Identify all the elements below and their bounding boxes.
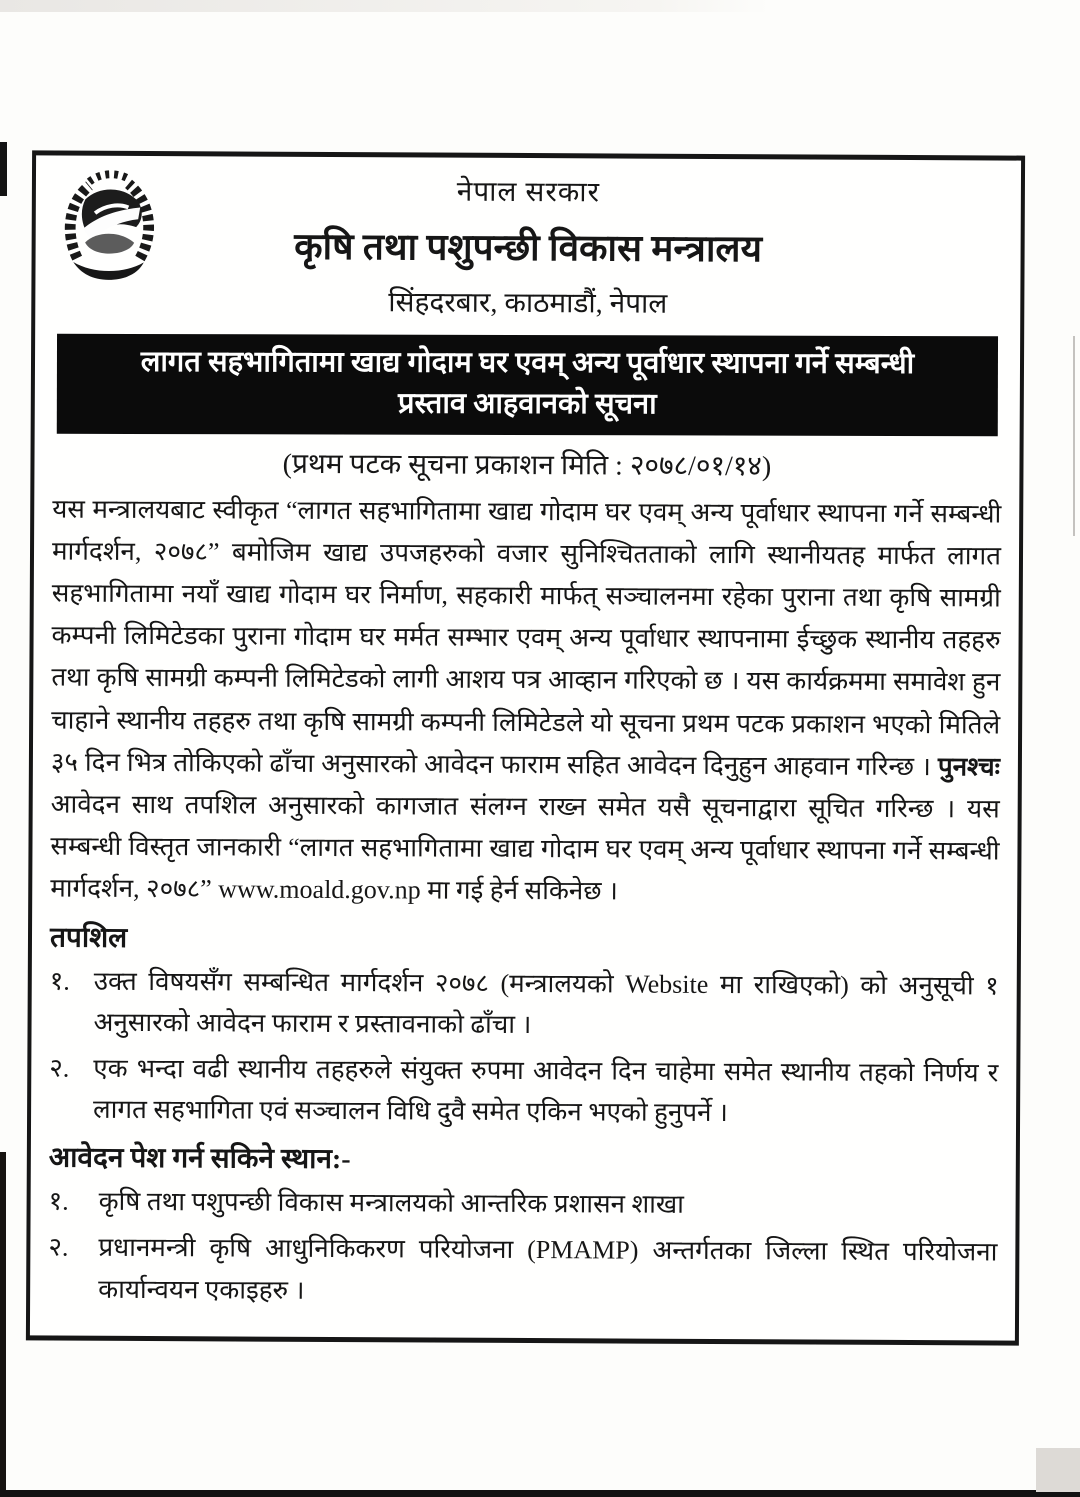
scan-artifact-top-left-mark	[0, 142, 7, 196]
details-list	[49, 961, 999, 1135]
list-item-number: २.	[49, 1053, 70, 1083]
list-item-text: प्रधानमन्त्री कृषि आधुनिकिकरण परियोजना (PMAMP) अन्तर्गतका जिल्ला स्थित परियोजना कार्यान्वयन एकाइहरु ।	[98, 1233, 998, 1305]
body-text-segment: यस मन्त्रालयबाट स्वीकृत “लागत सहभागितामा खाद्य गोदाम घर एवम् अन्य पूर्वाधार स्थापना गर्ने सम्बन्धी मार्गदर्शन, २०७८” बमोजिम खाद्य उपजहरुको वजार सुनिश्चितताको लागि स्थानीयतह मार्फत लागत सहभागितामा नयाँ खाद्य गोदाम घर निर्माण, सहकारी मार्फत् सञ्चालनमा रहेका पुराना तथा कृषि सामग्री कम्पनी लिमिटेडका पुराना गोदाम घर मर्मत सम्भार एवम् अन्य पूर्वाधार स्थापनामा ईच्छुक स्थानीय तहहरु तथा कृषि सामग्री कम्पनी लिमिटेडको लागी आशय पत्र आव्हान गरिएको छ । यस कार्यक्रममा समावेश हुन चाहाने स्थानीय तहहरु तथा कृषि सामग्री कम्पनी लिमिटेडले यो सूचना प्रथम पटक प्रकाशन भएको मितिले ३५ दिन भित्र तोकिएको ढाँचा अनुसारको आवेदन फाराम सहित आवेदन दिनुहुन आहवान गरिन्छ ।	[50, 494, 1002, 781]
publication-date: (प्रथम पटक सूचना प्रकाशन मिति : २०७८/०१/१४)	[282, 448, 772, 483]
submission-item-2	[48, 1227, 997, 1314]
notice-title-line1: लागत सहभागितामा खाद्य गोदाम घर एवम् अन्य पूर्वाधार स्थापना गर्ने सम्बन्धी	[140, 345, 915, 381]
submission-heading: आवेदन पेश गर्न सकिने स्थान:-	[48, 1142, 351, 1176]
details-heading: तपशिल	[49, 922, 128, 955]
details-item-2	[49, 1048, 998, 1135]
scan-artifact-right-line	[1073, 336, 1075, 536]
notice-title-banner	[57, 334, 998, 436]
list-item-number: २.	[48, 1232, 69, 1263]
document-frame	[26, 150, 1025, 1345]
details-item-1	[49, 961, 998, 1048]
submission-list	[48, 1181, 998, 1314]
list-item-text: एक भन्दा वढी स्थानीय तहहरुले संयुक्त रुपमा आवेदन दिन चाहेमा समेत स्थानीय तहको निर्णय र लागत सहभागिता एवं सञ्चालन विधि दुवै समेत एकिन भएको हुनुपर्ने ।	[93, 1053, 999, 1128]
scan-artifact-top-strip	[0, 0, 770, 12]
body-text-segment: पुनश्चः	[937, 751, 1000, 782]
list-item-number: १.	[48, 1186, 69, 1217]
ministry-name: कृषि तथा पशुपन्छी विकास मन्त्रालय	[294, 226, 763, 271]
scan-artifact-left-edge	[0, 1152, 6, 1497]
list-item-text: कृषि तथा पशुपन्छी विकास मन्त्रालयको आन्तरिक प्रशासन शाखा	[98, 1187, 685, 1220]
notice-title-line2: प्रस्ताव आहवानको सूचना	[397, 387, 657, 421]
notice-body-paragraph	[50, 489, 1001, 915]
list-item-number: १.	[49, 966, 70, 996]
government-name: नेपाल सरकार	[456, 176, 601, 209]
ministry-address: सिंहदरबार, काठमाडौं, नेपाल	[388, 287, 668, 320]
body-text-segment: आवेदन साथ तपशिल अनुसारको कागजात संलग्न राख्न समेत यसै सूचनाद्वारा सूचित गरिन्छ । यस सम्बन्धी विस्तृत जानकारी “लागत सहभागितामा खाद्य गोदाम घर एवम् अन्य पूर्वाधार स्थापना गर्ने सम्बन्धी मार्गदर्शन, २०७८” www.moald.gov.np मा गई हेर्न सकिनेछ ।	[50, 789, 1000, 906]
nepal-government-emblem-icon	[59, 164, 158, 303]
submission-item-1	[49, 1181, 998, 1227]
scan-artifact-right-smudge	[1036, 1448, 1080, 1492]
list-item-text: उक्त विषयसँग सम्बन्धित मार्गदर्शन २०७८ (मन्त्रालयको Website मा राखिएको) को अनुसूची १ अनुसारको आवेदन फाराम र प्रस्तावनाको ढाँचा ।	[93, 966, 999, 1040]
scan-artifact-bottom-edge	[0, 1490, 1080, 1497]
